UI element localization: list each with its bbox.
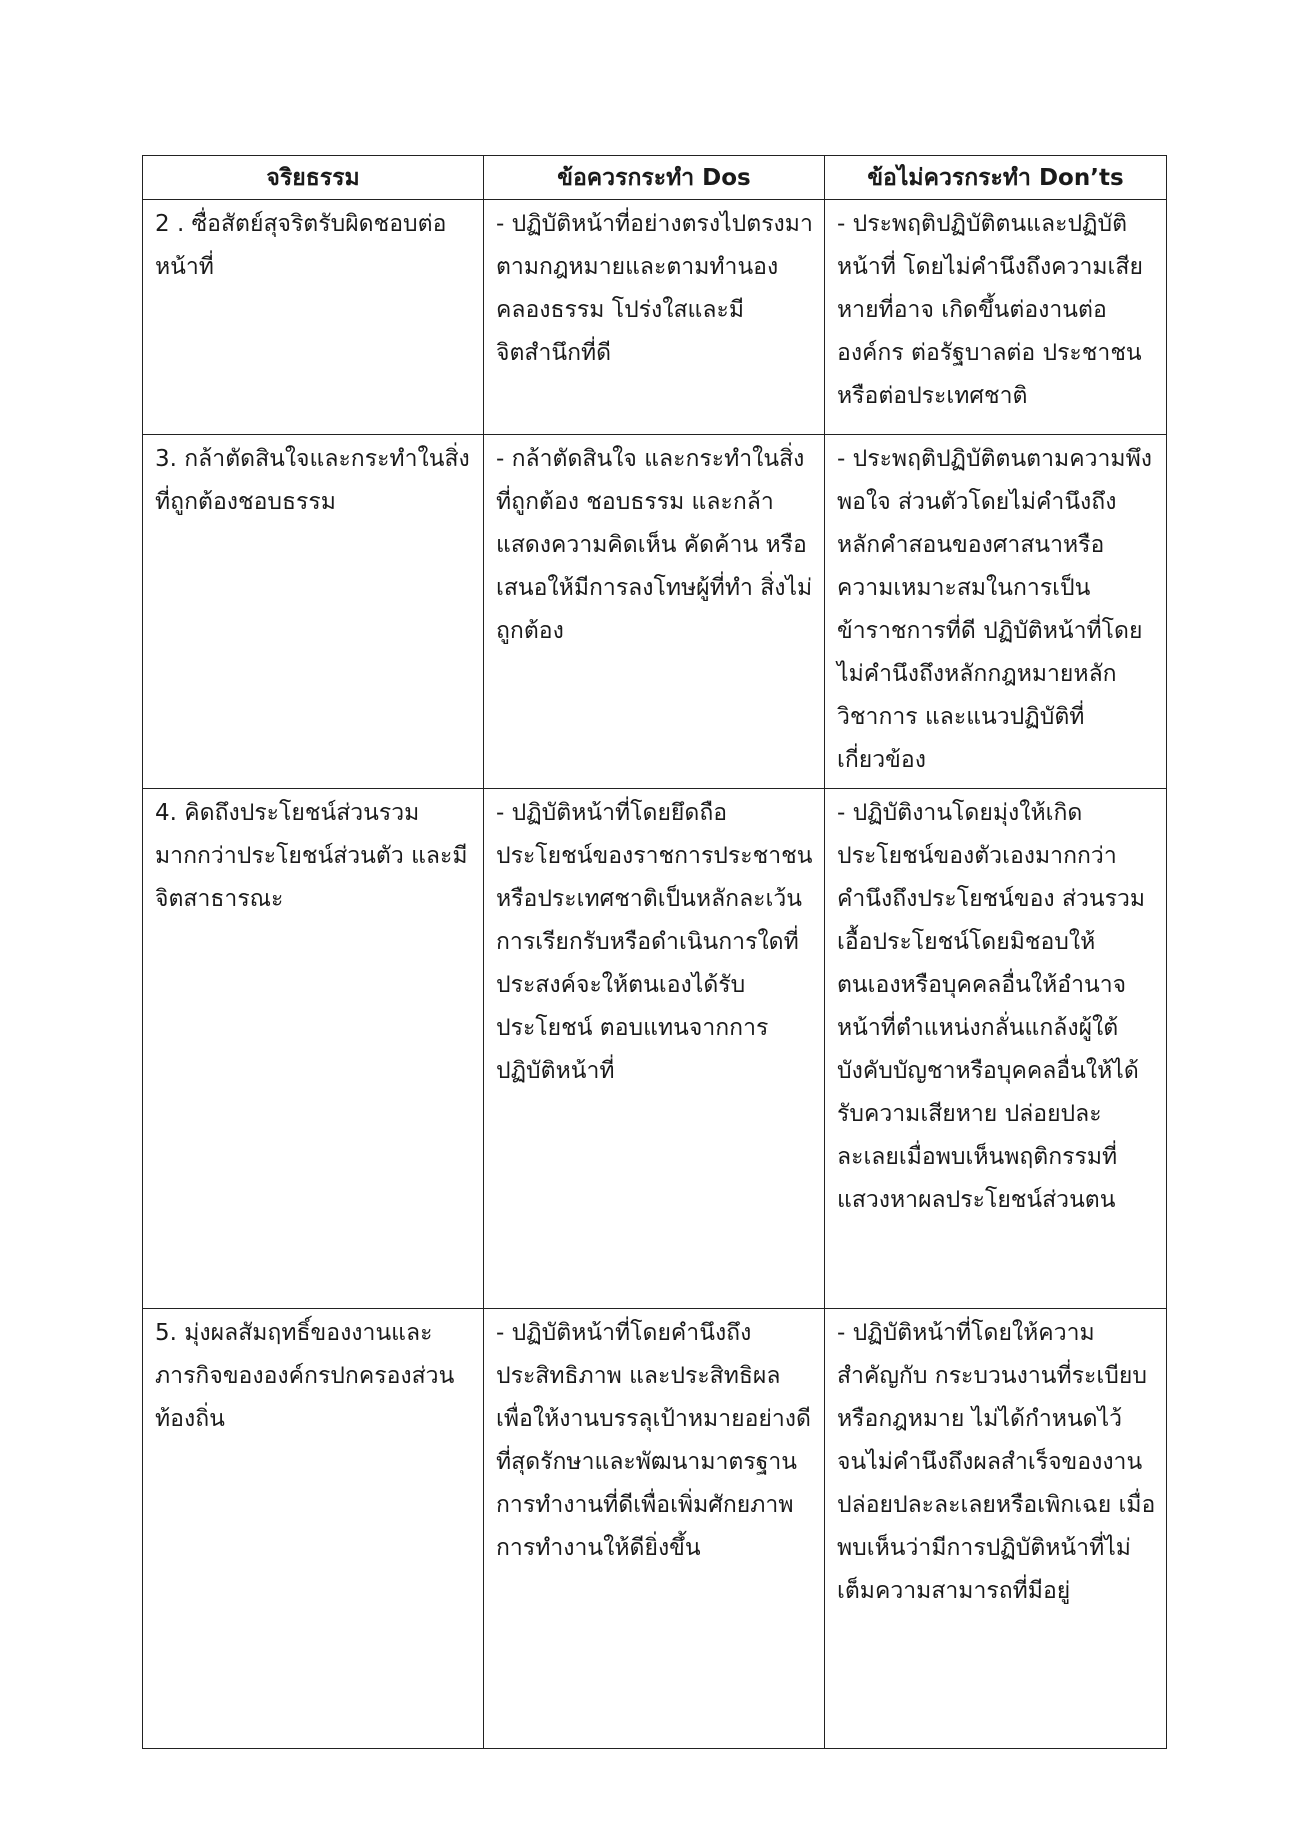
table-row (143, 1309, 1167, 1749)
table-row (143, 789, 1167, 1309)
ethic-cell: 3. กล้าตัดสินใจและกระทำในสิ่งที่ถูกต้องชอบธรรม (143, 435, 484, 789)
dos-cell: - ปฏิบัติหน้าที่โดยยึดถือประโยชน์ของราชการประชาชนหรือประเทศชาติเป็นหลักละเว้นการเรียกรับหรือดำเนินการใดที่ประสงค์จะให้ตนเองได้รับประโยชน์ ตอบแทนจากการปฏิบัติหน้าที่ (484, 789, 825, 1309)
dos-cell: - กล้าตัดสินใจ และกระทำในสิ่งที่ถูกต้อง ชอบธรรม และกล้าแสดงความคิดเห็น คัดค้าน หรือเสนอให้มีการลงโทษผู้ที่ทำ สิ่งไม่ถูกต้อง (484, 435, 825, 789)
ethics-table (142, 155, 1167, 1749)
header-donts: ข้อไม่ควรกระทำ Don’ts (825, 156, 1167, 200)
donts-cell: - ปฏิบัติงานโดยมุ่งให้เกิดประโยชน์ของตัวเองมากกว่าคำนึงถึงประโยชน์ของ ส่วนรวม เอื้อประโยชน์โดยมิชอบให้ตนเองหรือบุคคลอื่นให้อำนาจหน้าที่ตำแหน่งกลั่นแกล้งผู้ใต้บังคับบัญชาหรือบุคคลอื่นให้ได้รับความเสียหาย ปล่อยปละละเลยเมื่อพบเห็นพฤติกรรมที่ แสวงหาผลประโยชน์ส่วนตน (825, 789, 1167, 1309)
header-ethics: จริยธรรม (143, 156, 484, 200)
header-row (143, 156, 1167, 200)
ethic-cell: 2 . ซื่อสัตย์สุจริตรับผิดชอบต่อหน้าที่ (143, 200, 484, 435)
donts-cell: - ประพฤติปฏิบัติตนและปฏิบัติหน้าที่ โดยไม่คำนึงถึงความเสียหายที่อาจ เกิดขึ้นต่องานต่อองค์กร ต่อรัฐบาลต่อ ประชาชนหรือต่อประเทศชาติ (825, 200, 1167, 435)
dos-cell: - ปฏิบัติหน้าที่อย่างตรงไปตรงมาตามกฎหมายและตามทำนองคลองธรรม โปร่งใสและมีจิตสำนึกที่ดี (484, 200, 825, 435)
table-row (143, 435, 1167, 789)
ethic-cell: 5. มุ่งผลสัมฤทธิ์ของงานและภารกิจขององค์กรปกครองส่วนท้องถิ่น (143, 1309, 484, 1749)
donts-cell: - ประพฤติปฏิบัติตนตามความพึงพอใจ ส่วนตัวโดยไม่คำนึงถึงหลักคำสอนของศาสนาหรือความเหมาะสมในการเป็นข้าราชการที่ดี ปฏิบัติหน้าที่โดยไม่คำนึงถึงหลักกฎหมายหลักวิชาการ และแนวปฏิบัติที่เกี่ยวข้อง (825, 435, 1167, 789)
donts-cell: - ปฏิบัติหน้าที่โดยให้ความสำคัญกับ กระบวนงานที่ระเบียบหรือกฎหมาย ไม่ได้กำหนดไว้ จนไม่คำนึงถึงผลสำเร็จของงาน ปล่อยปละละเลยหรือเพิกเฉย เมื่อพบเห็นว่ามีการปฏิบัติหน้าที่ไม่เต็มความสามารถที่มีอยู่ (825, 1309, 1167, 1749)
dos-cell: - ปฏิบัติหน้าที่โดยคำนึงถึงประสิทธิภาพ และประสิทธิผลเพื่อให้งานบรรลุเป้าหมายอย่างดีที่สุดรักษาและพัฒนามาตรฐานการทำงานที่ดีเพื่อเพิ่มศักยภาพ การทำงานให้ดียิ่งขึ้น (484, 1309, 825, 1749)
ethic-cell: 4. คิดถึงประโยชน์ส่วนรวมมากกว่าประโยชน์ส่วนตัว และมีจิตสาธารณะ (143, 789, 484, 1309)
header-dos: ข้อควรกระทำ Dos (484, 156, 825, 200)
table-row (143, 200, 1167, 435)
